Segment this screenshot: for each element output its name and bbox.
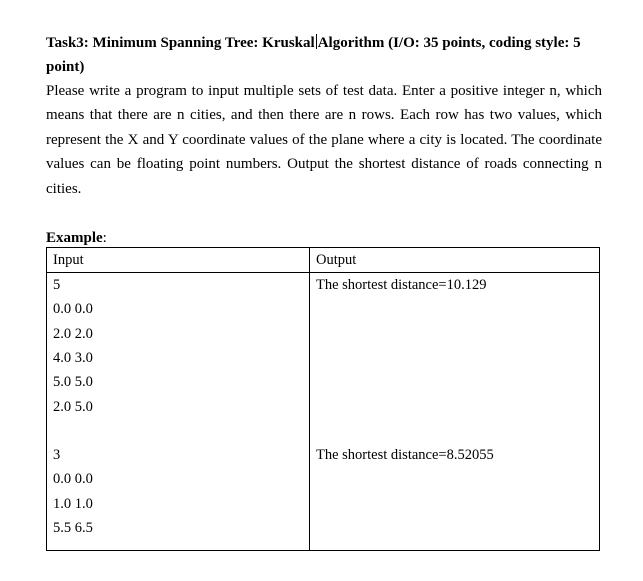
output-spacer bbox=[316, 395, 599, 419]
document-page bbox=[46, 0, 602, 551]
output-column-header: Output bbox=[310, 248, 600, 273]
input-line: 3 bbox=[53, 447, 61, 464]
table-header-row bbox=[47, 248, 600, 273]
output-spacer bbox=[316, 322, 599, 346]
output-line: The shortest distance=10.129 bbox=[316, 277, 487, 294]
input-line: 5.5 6.5 bbox=[53, 520, 93, 536]
table-body-row bbox=[47, 273, 600, 551]
io-example-table bbox=[46, 247, 600, 551]
output-spacer bbox=[316, 346, 599, 370]
input-line: 2.0 2.0 bbox=[53, 325, 93, 342]
text-cursor bbox=[316, 34, 317, 49]
input-line: 1.0 1.0 bbox=[53, 495, 93, 512]
set-separator bbox=[53, 419, 309, 443]
input-line: 0.0 0.0 bbox=[53, 301, 93, 318]
task-title bbox=[46, 0, 602, 79]
input-column-header: Input bbox=[47, 248, 310, 273]
input-line: 5 bbox=[53, 277, 61, 294]
input-line: 0.0 0.0 bbox=[53, 471, 93, 488]
set-separator bbox=[316, 419, 599, 443]
input-line: 5.0 5.0 bbox=[53, 374, 93, 391]
example-colon: : bbox=[102, 230, 107, 247]
output-spacer bbox=[316, 370, 599, 394]
task-description: Please write a program to input multiple sets of test data. Enter a positive integer n, which means that there are n cities, and then there are n rows. Each row has two values, which represent the X and Y coordinate values of the plane where a city is located. The coordinate values can be floating point numbers. Output the shortest distance of roads connecting n cities. bbox=[46, 83, 602, 197]
output-cell bbox=[310, 273, 600, 551]
task-title-part2: Algorithm (I/O: 35 points, coding style: 5 point) bbox=[46, 35, 581, 75]
output-line: The shortest distance=8.52055 bbox=[316, 447, 494, 464]
task-title-part1: Task3: Minimum Spanning Tree: Kruskal bbox=[46, 35, 315, 51]
example-heading bbox=[46, 229, 602, 247]
output-spacer bbox=[316, 297, 599, 321]
example-label: Example bbox=[46, 230, 103, 247]
input-line: 4.0 3.0 bbox=[53, 349, 93, 366]
input-cell bbox=[47, 273, 310, 551]
input-line: 2.0 5.0 bbox=[53, 398, 93, 415]
